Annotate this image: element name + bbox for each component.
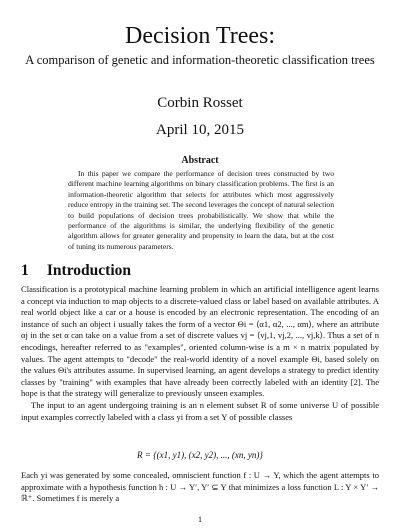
publication-date: April 10, 2015	[156, 122, 244, 138]
body-paragraph: Each yi was generated by some concealed, omniscient function f : U → Y, which the agent attempts to approximate with a hypothesis function h : U → Y′, Y′ ⊆ Y that minimizes a loss function L : Y × Y′ → ℝ⁺. Sometimes f is merely a	[21, 470, 379, 504]
abstract-heading: Abstract	[181, 155, 219, 166]
abstract-text: In this paper we compare the performance of decision trees constructed by two different machine learning algorithms on binary classification problems. The first is an information-theoretic algorithm that selects for attributes which most aggressively reduce entropy in the training set. The second leverages the concept of natural selection to build populations of decision trees probabilistically. We show that while the performance of the algorithms is similar, the underlying flexibility of the genetic algorithm allows for greater generality and propensity to learn the data, but at the cost of tuning its numerous parameters.	[68, 169, 334, 251]
paper-subtitle: A comparison of genetic and information-theoretic classification trees	[25, 53, 375, 67]
body-paragraph: Classification is a prototypical machine learning problem in which an artificial intelligence agent learns a concept via induction to map objects to a discrete-valued class or label based on available attributes. A real world object like a car or a house is encoded by an electronic representation. The encoding of an instance of such an object i usually takes the form of a vector Θi = ⟨α1, α2, ..., αm⟩, where an attribute αj in the set α can take on a value from a set of discrete values vj = ⟨vj,1, vj,2, ..., vj,k⟩. Thus a set of n encodings, hereafter referred to as "examples", oriented column-wise is a m × n matrix populated by values. The agent attempts to "decode" the real-world identity of a novel example Θi, based solely on the values Θi's attributes assume. In supervised learning, an agent develops a strategy to predict identity classes by "training" with examples that have already been correctly labeled with an identity [2]. The hope is that the strategy will generalize to previously unseen examples.	[21, 284, 379, 399]
paper-title: Decision Trees:	[125, 23, 275, 49]
author-name: Corbin Rosset	[157, 95, 243, 111]
page-number: 1	[197, 514, 203, 524]
section-title: Introduction	[46, 262, 131, 279]
section-number: 1	[21, 262, 29, 279]
body-paragraph: The input to an agent undergoing training is an n element subset R of some universe U of possible input examples correctly labeled with a class yi from a set Y of possible classes	[21, 400, 379, 422]
display-equation: R = {(x1, y1), (x2, y2), ..., (xn, yn)}	[137, 450, 263, 460]
section-heading	[21, 262, 131, 280]
